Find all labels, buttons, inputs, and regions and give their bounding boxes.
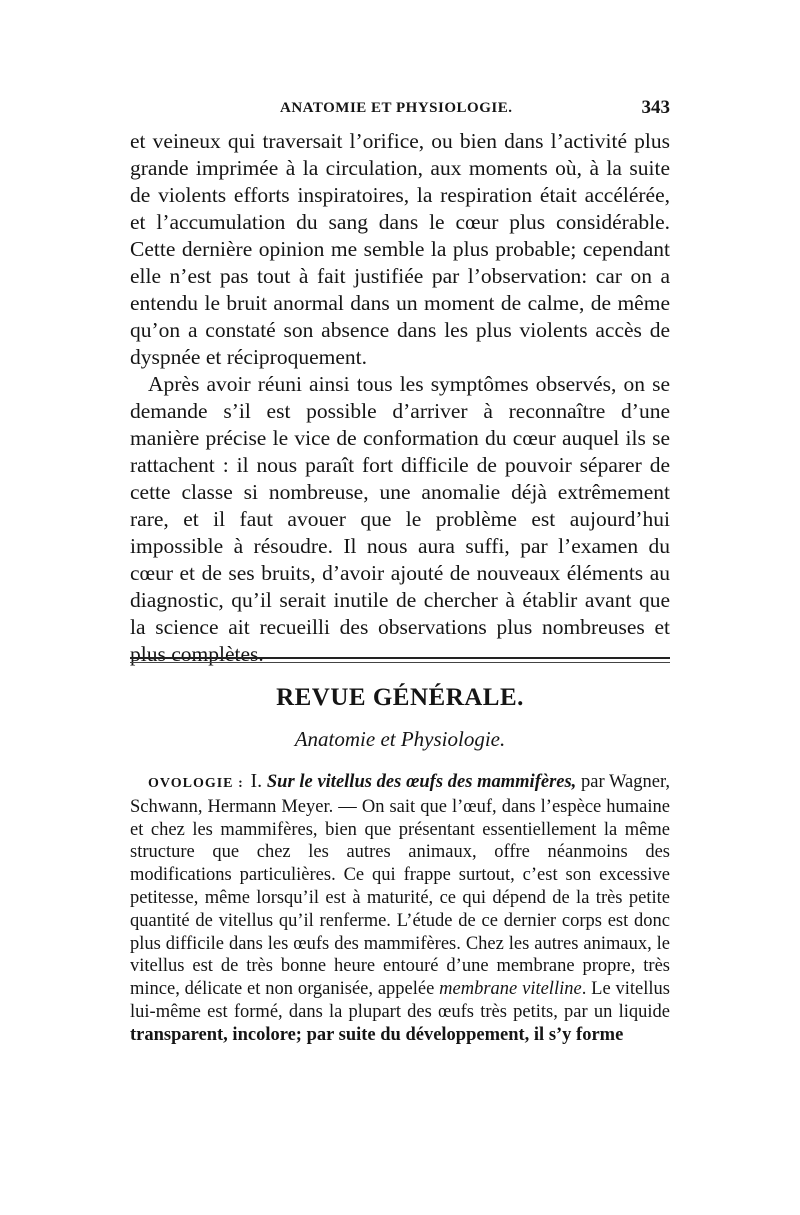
paragraph: Après avoir réuni ainsi tous les symptômes observés, on se demande s’il est possible d’arriver à reconnaître d’une manière précise le vice de conformation du cœur auquel ils se rattachent : il nous paraît fort difficile de pouvoir séparer de cette classe si nombreuse, une anomalie déjà extrêmement rare, et il faut avouer que le problème est aujourd’hui impossible à résoudre. Il nous aura suffi, par l’examen du cœur et de ses bruits, d’avoir ajouté de nouveaux éléments au diagnostic, qu’il serait inutile de chercher à établir avant que la science ait recueilli des observations plus nombreuses et plus complètes.: [130, 372, 670, 666]
running-title: ANATOMIE ET PHYSIOLOGIE.: [280, 100, 513, 116]
article-text: par Wagner, Schwann, Hermann Meyer. — On sait que l’œuf, dans l’espèce humaine et chez les mammifères, bien que présentant essentiellement la même structure que chez les autres animaux, offre néanmoins des modifications particulières. Ce qui frappe surtout, c’est son excessive petitesse, même lorsqu’il est à maturité, ce qui dépend de la très petite quantité de vitellus qu’il renferme. L’étude de ce dernier corps est donc plus difficile dans les œufs des mammifères. Chez les autres animaux, le vitellus est de très bonne heure entouré d’une membrane propre, très mince, délicate et non organisée, appelée: [130, 772, 670, 1000]
running-header: [130, 96, 670, 124]
paragraph: et veineux qui traversait l’orifice, ou bien dans l’activité plus grande imprimée à la circulation, aux moments où, à la suite de violents efforts inspiratoires, la respiration était accélérée, et l’accumulation du sang dans le cœur plus considérable. Cette dernière opinion me semble la plus probable; cependant elle n’est pas tout à fait justifiée par l’observation: car on a entendu le bruit anormal dans un moment de calme, de même qu’on a constaté son absence dans les plus violents accès de dyspnée et réciproquement.: [130, 129, 670, 369]
article-body: [130, 770, 670, 1047]
section-divider: [130, 657, 670, 659]
article-paragraph: [130, 770, 670, 1047]
section-subtitle: Anatomie et Physiologie.: [294, 727, 506, 751]
article-text-bold: transparent, incolore; par suite du développement, il s’y forme: [130, 1024, 624, 1045]
page-number: 343: [641, 97, 670, 118]
article-title: Sur le vitellus des œufs des mammifères,: [266, 772, 577, 792]
section-title: REVUE GÉNÉRALE.: [276, 684, 524, 711]
article-number: I.: [250, 770, 263, 792]
article-label: OVOLOGIE :: [148, 776, 244, 791]
article-text-continued: . Le vitellus lui-même est formé, dans la plupart des œufs très petits, par un liquide: [130, 979, 670, 1022]
body-text: [130, 128, 670, 668]
emphasized-term: membrane vitelline: [439, 979, 582, 1000]
